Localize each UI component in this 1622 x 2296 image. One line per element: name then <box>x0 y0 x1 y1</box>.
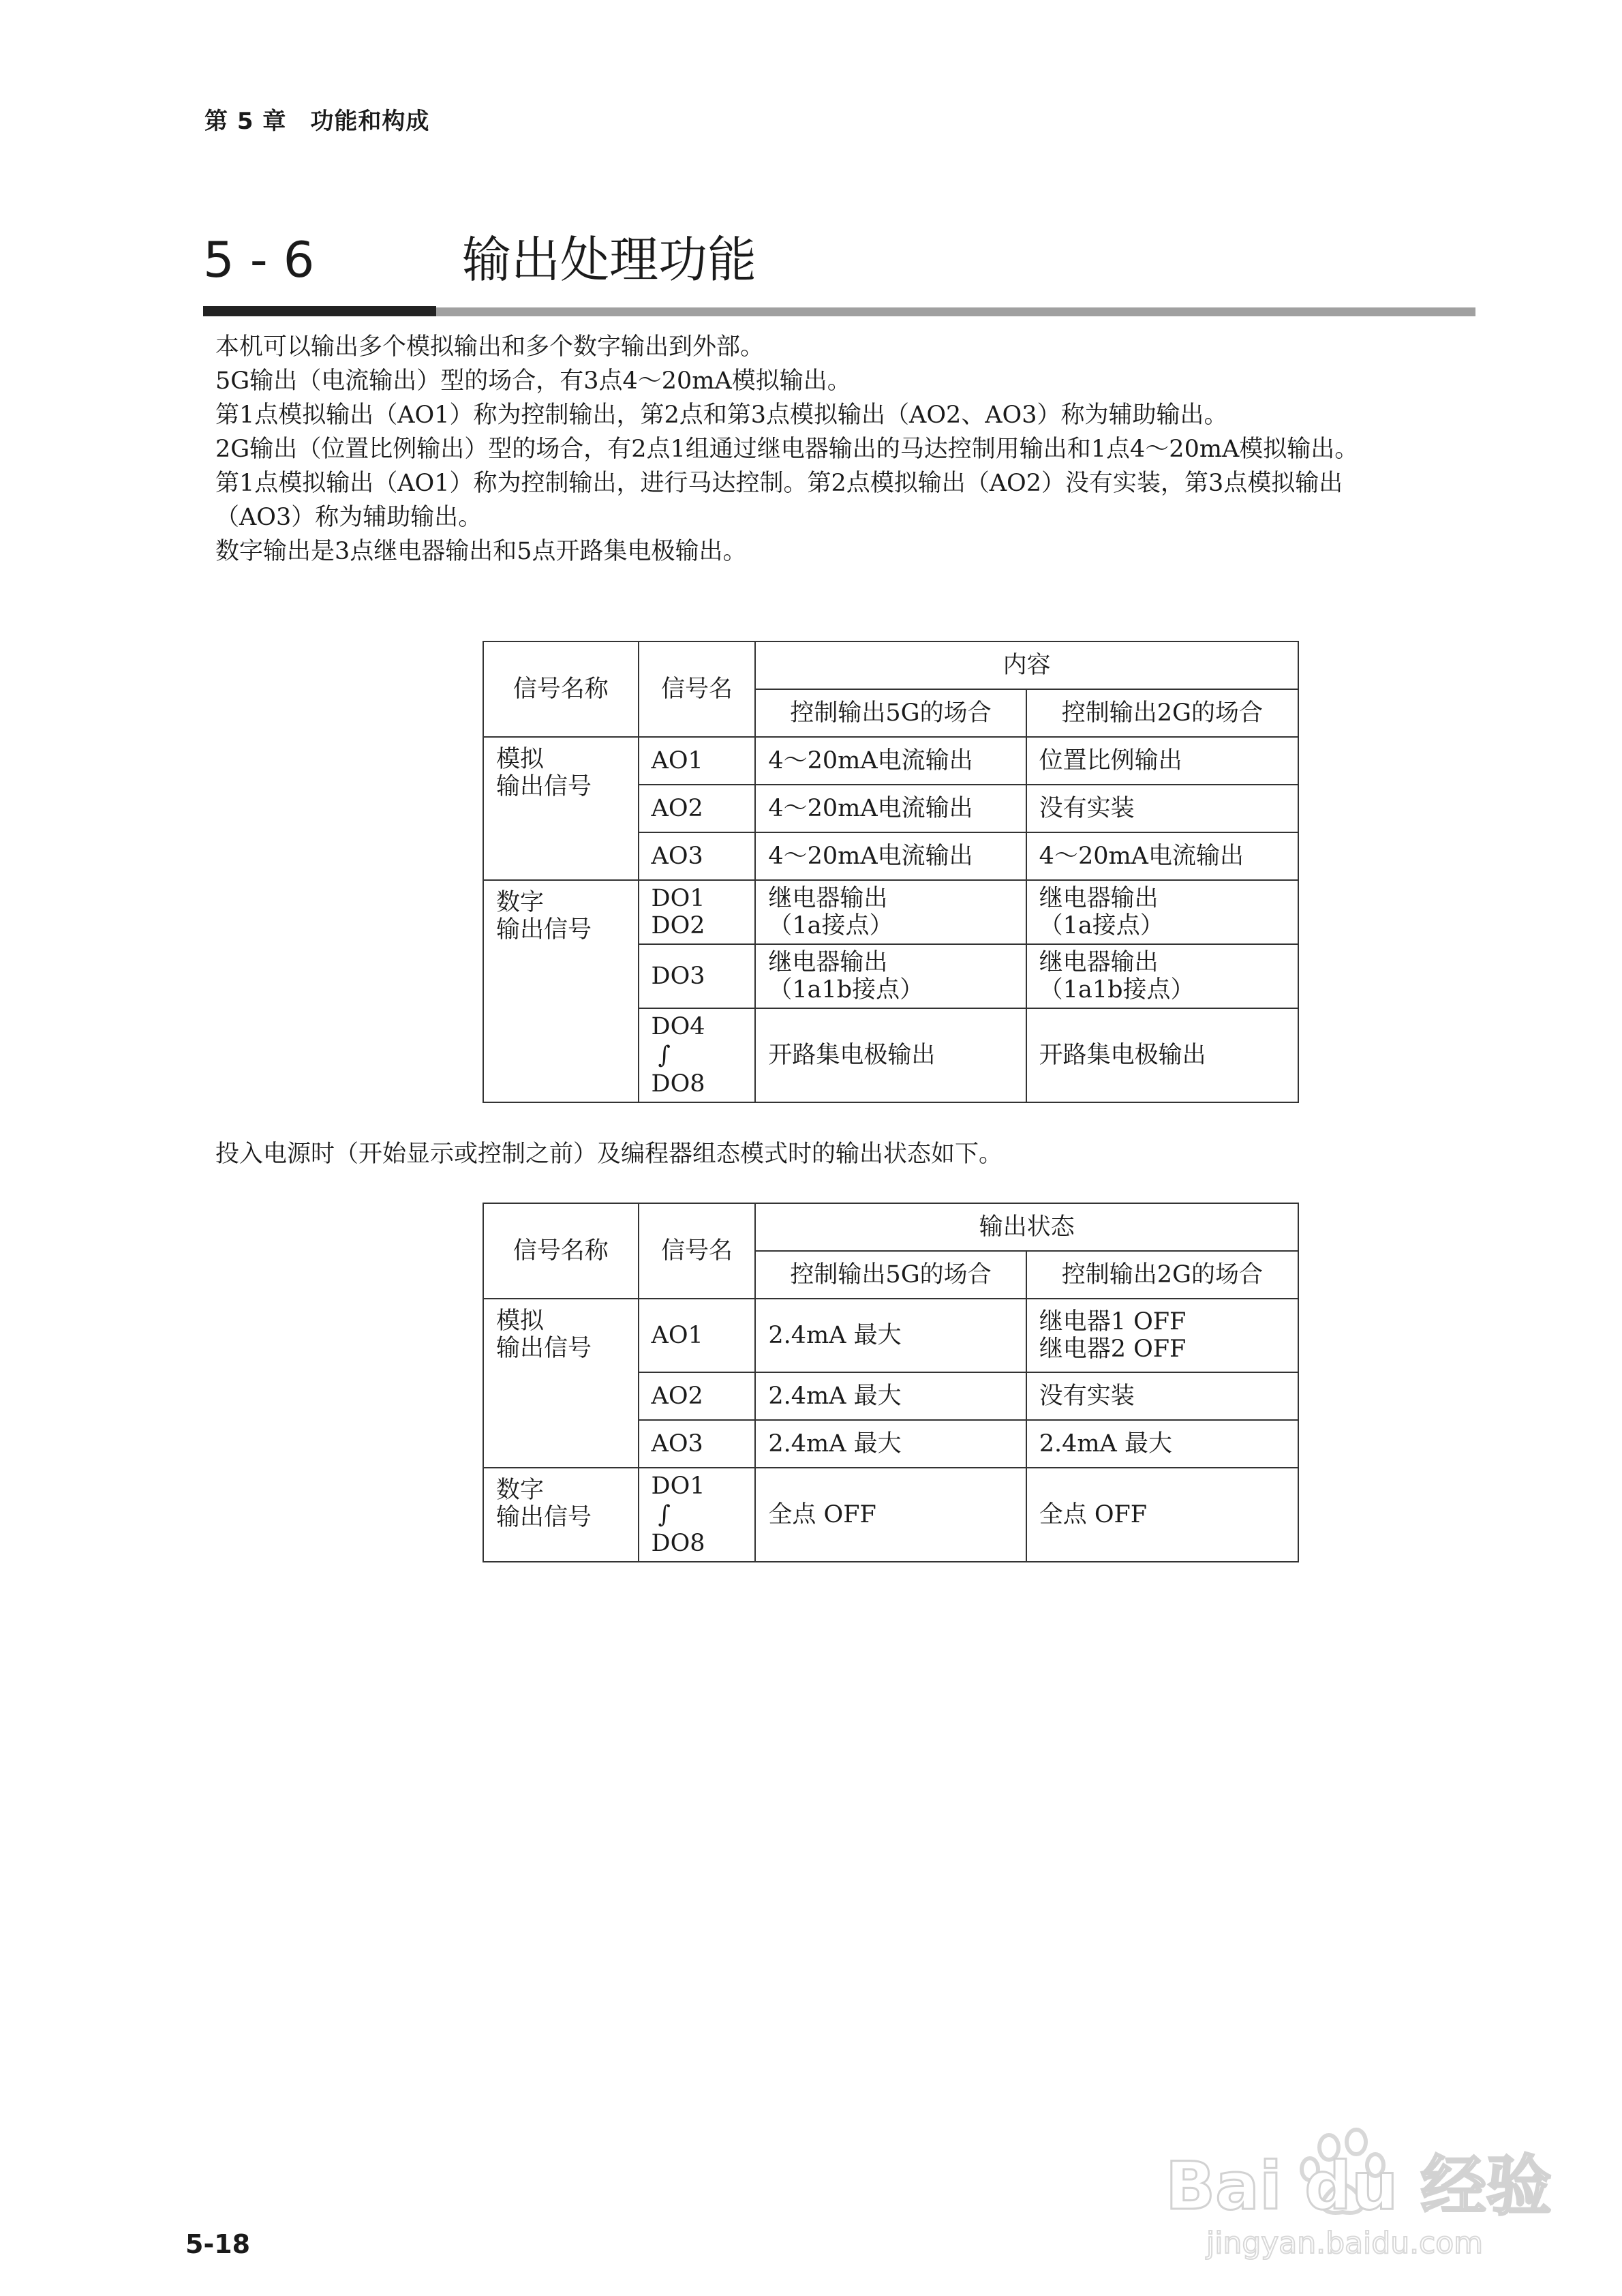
cell-5g: 4～20mA电流输出 <box>755 737 1026 785</box>
signal-name: AO2 <box>639 785 756 832</box>
cell-2g: 没有实装 <box>1026 785 1298 832</box>
section-title: 输出处理功能 <box>462 231 757 288</box>
signal-name-range <box>639 1008 756 1102</box>
output-signal-table <box>483 641 1299 1103</box>
intro-text <box>215 330 1442 569</box>
cell-2g: 2.4mA 最大 <box>1026 1420 1298 1468</box>
header-2g: 控制输出2G的场合 <box>1026 689 1298 737</box>
group-analog: 模拟 输出信号 <box>483 1299 639 1468</box>
header-content: 内容 <box>755 641 1298 689</box>
intro-line: 本机可以输出多个模拟输出和多个数字输出到外部。 <box>215 333 765 361</box>
cell-2g: 继电器输出 （1a1b接点） <box>1026 944 1298 1008</box>
cell-5g: 2.4mA 最大 <box>755 1299 1026 1372</box>
cell-2g: 4～20mA电流输出 <box>1026 832 1298 880</box>
signal-name: DO3 <box>639 944 756 1008</box>
note-text: 投入电源时（开始显示或控制之前）及编程器组态模式时的输出状态如下。 <box>215 1141 1003 1168</box>
cell-2g: 全点 OFF <box>1026 1468 1298 1562</box>
header-5g: 控制输出5G的场合 <box>755 1251 1026 1299</box>
header-5g: 控制输出5G的场合 <box>755 689 1026 737</box>
section-heading <box>203 229 756 290</box>
cell-5g: 2.4mA 最大 <box>755 1372 1026 1420</box>
signal-name: AO1 <box>639 1299 756 1372</box>
cell-5g: 4～20mA电流输出 <box>755 785 1026 832</box>
signal-name: AO3 <box>639 832 756 880</box>
section-number: 5 - 6 <box>203 231 315 288</box>
signal-name: DO1 DO2 <box>639 880 756 944</box>
signal-name: AO1 <box>639 737 756 785</box>
range-end: DO8 <box>651 1070 705 1098</box>
header-signal-type: 信号名称 <box>483 641 639 737</box>
range-tilde: ∫ <box>658 1042 671 1069</box>
baidu-watermark <box>1159 2127 1581 2263</box>
header-signal-name: 信号名 <box>639 1203 756 1299</box>
cell-2g: 开路集电极输出 <box>1026 1008 1298 1102</box>
cell-5g: 开路集电极输出 <box>755 1008 1026 1102</box>
cell-5g: 全点 OFF <box>755 1468 1026 1562</box>
cell-5g: 2.4mA 最大 <box>755 1420 1026 1468</box>
range-start: DO1 <box>651 1472 705 1500</box>
intro-line: 第1点模拟输出（AO1）称为控制输出，进行马达控制。第2点模拟输出（AO2）没有实装，第3点模拟输出（AO3）称为辅助输出。 <box>215 470 1343 531</box>
heading-rule-light <box>436 307 1475 316</box>
cell-5g: 继电器输出 （1a1b接点） <box>755 944 1026 1008</box>
header-2g: 控制输出2G的场合 <box>1026 1251 1298 1299</box>
cell-2g: 继电器输出 （1a接点） <box>1026 880 1298 944</box>
intro-line: 数字输出是3点继电器输出和5点开路集电极输出。 <box>215 538 747 565</box>
signal-name: AO2 <box>639 1372 756 1420</box>
cell-2g: 位置比例输出 <box>1026 737 1298 785</box>
group-digital: 数字 输出信号 <box>483 1468 639 1562</box>
intro-line: 2G输出（位置比例输出）型的场合，有2点1组通过继电器输出的马达控制用输出和1点4～20mA模拟输出。 <box>215 436 1359 463</box>
intro-line: 5G输出（电流输出）型的场合，有3点4～20mA模拟输出。 <box>215 367 851 395</box>
group-analog: 模拟 输出信号 <box>483 737 639 880</box>
cell-5g: 继电器输出 （1a接点） <box>755 880 1026 944</box>
header-signal-type: 信号名称 <box>483 1203 639 1299</box>
signal-name-range <box>639 1468 756 1562</box>
page-number: 5-18 <box>185 2229 251 2259</box>
range-start: DO4 <box>651 1013 705 1040</box>
group-digital: 数字 输出信号 <box>483 880 639 1102</box>
cell-2g: 继电器1 OFF 继电器2 OFF <box>1026 1299 1298 1372</box>
range-end: DO8 <box>651 1530 705 1557</box>
watermark-brand: Bai du 经验 <box>1165 2148 1552 2224</box>
range-tilde: ∫ <box>658 1501 671 1528</box>
cell-2g: 没有实装 <box>1026 1372 1298 1420</box>
header-signal-name: 信号名 <box>639 641 756 737</box>
intro-line: 第1点模拟输出（AO1）称为控制输出，第2点和第3点模拟输出（AO2、AO3）称为辅助输出。 <box>215 402 1228 429</box>
cell-5g: 4～20mA电流输出 <box>755 832 1026 880</box>
header-output-state: 输出状态 <box>755 1203 1298 1251</box>
signal-name: AO3 <box>639 1420 756 1468</box>
chapter-header: 第 5 章 功能和构成 <box>204 108 430 135</box>
heading-rule-dark <box>203 306 436 316</box>
watermark-url: jingyan.baidu.com <box>1206 2226 1484 2261</box>
output-state-table <box>483 1203 1299 1562</box>
